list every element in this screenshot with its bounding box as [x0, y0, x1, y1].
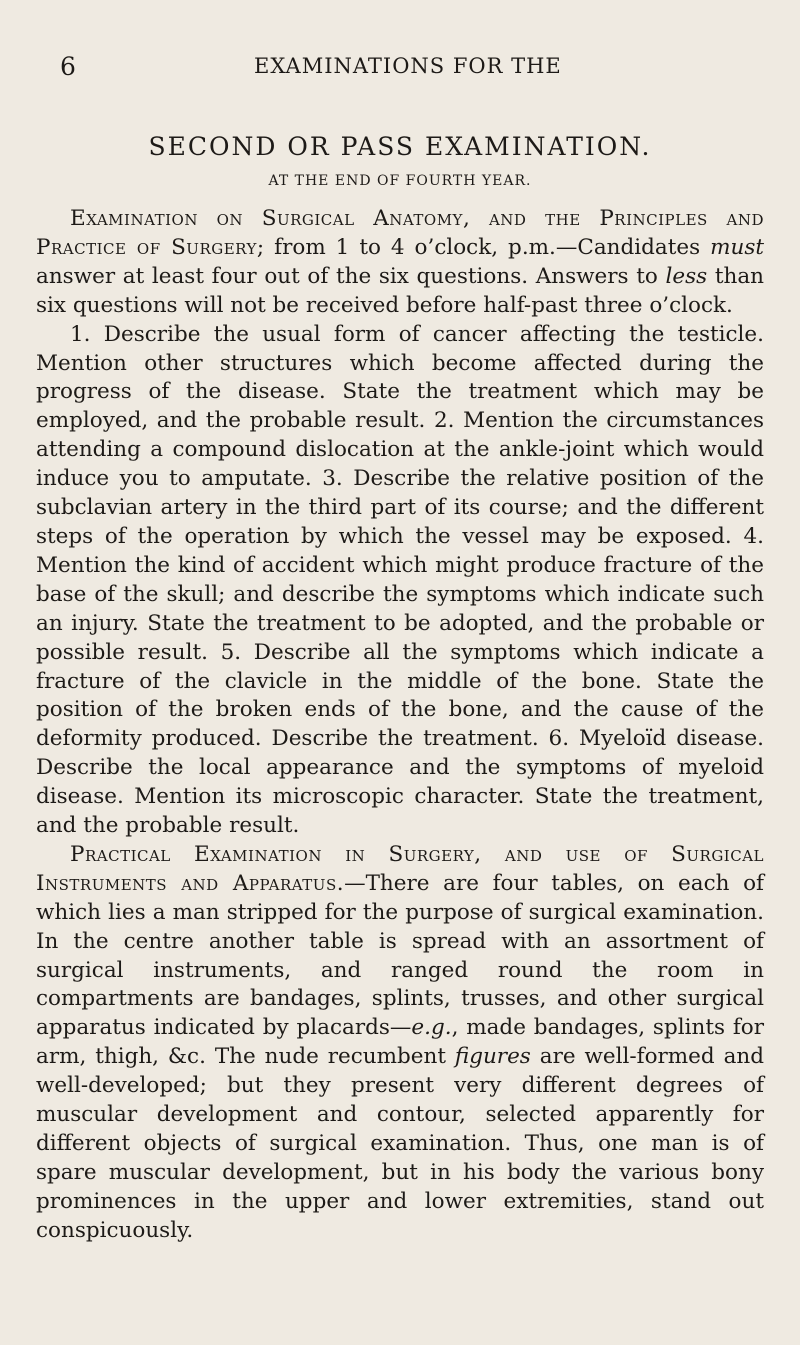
emphasis-figures: figures — [454, 1044, 531, 1070]
practical-exam-paragraph — [36, 841, 764, 1246]
emphasis-eg: e.g. — [411, 1015, 452, 1041]
text-run: than six questions will not be received before half-past three o’clock. — [36, 263, 764, 318]
section-title: SECOND OR PASS EXAMINATION. — [148, 132, 652, 161]
page-number: 6 — [60, 52, 77, 81]
emphasis-less: less — [665, 263, 708, 289]
text-run: —There are four tables, on each of which lies a man stripped for the purpose of surgical examination. In the centre another table is spread with an assortment of surgical instruments, and ranged round the room in compartments are bandages, splints, trusses, and other surgical apparatus indicated by placards— — [36, 870, 764, 1041]
exam-intro-paragraph — [36, 205, 764, 321]
emphasis-must: must — [710, 234, 765, 260]
text-run: are well-formed and well-developed; but they present very different degrees of muscular development and contour, selected apparently for different objects of surgical examination. Thus, one man is of spare muscular development, but in his body the various bony prominences in the upper and lower extremities, stand out conspicuously. — [36, 1044, 764, 1243]
body-text — [36, 205, 764, 1246]
section-subtitle: AT THE END OF FOURTH YEAR. — [268, 173, 532, 189]
text-run: , made bandages, splints for arm, thigh, &c. The nude recumbent — [36, 1015, 764, 1070]
questions-paragraph: 1. Describe the usual form of cancer affecting the testicle. Mention other structures which become affected during the progress of the disease. State the treatment which may be employed, and the probable result. 2. Mention the circumstances attending a compound dislocation at the ankle-joint which would induce you to amputate. 3. Describe the relative position of the subclavian artery in the third part of its course; and the different steps of the operation by which the vessel may be exposed. 4. Mention the kind of accident which might produce fracture of the base of the skull; and describe the symptoms which indicate such an injury. State the treatment to be adopted, and the probable or possible result. 5. Describe all the symptoms which indicate a fracture of the clavicle in the middle of the bone. State the position of the broken ends of the bone, and the cause of the deformity produced. Describe the treatment. 6. Myeloïd disease. Describe the local appearance and the symptoms of myeloid disease. Mention its microscopic character. State the treatment, and the probable result. — [36, 321, 764, 839]
exam-heading: Examination on Surgical Anatomy, and the Principles and Practice of Surgery — [36, 206, 764, 260]
practical-heading: Practical Examination in Surgery, and use of Surgical Instruments and Apparatus. — [36, 841, 764, 896]
text-run: ; from 1 to 4 o’clock, p.m.—Candidates — [256, 234, 711, 260]
text-run: answer at least four out of the six questions. Answers to — [36, 263, 666, 289]
page-header — [36, 30, 764, 80]
running-head: EXAMINATIONS FOR THE — [254, 54, 562, 78]
